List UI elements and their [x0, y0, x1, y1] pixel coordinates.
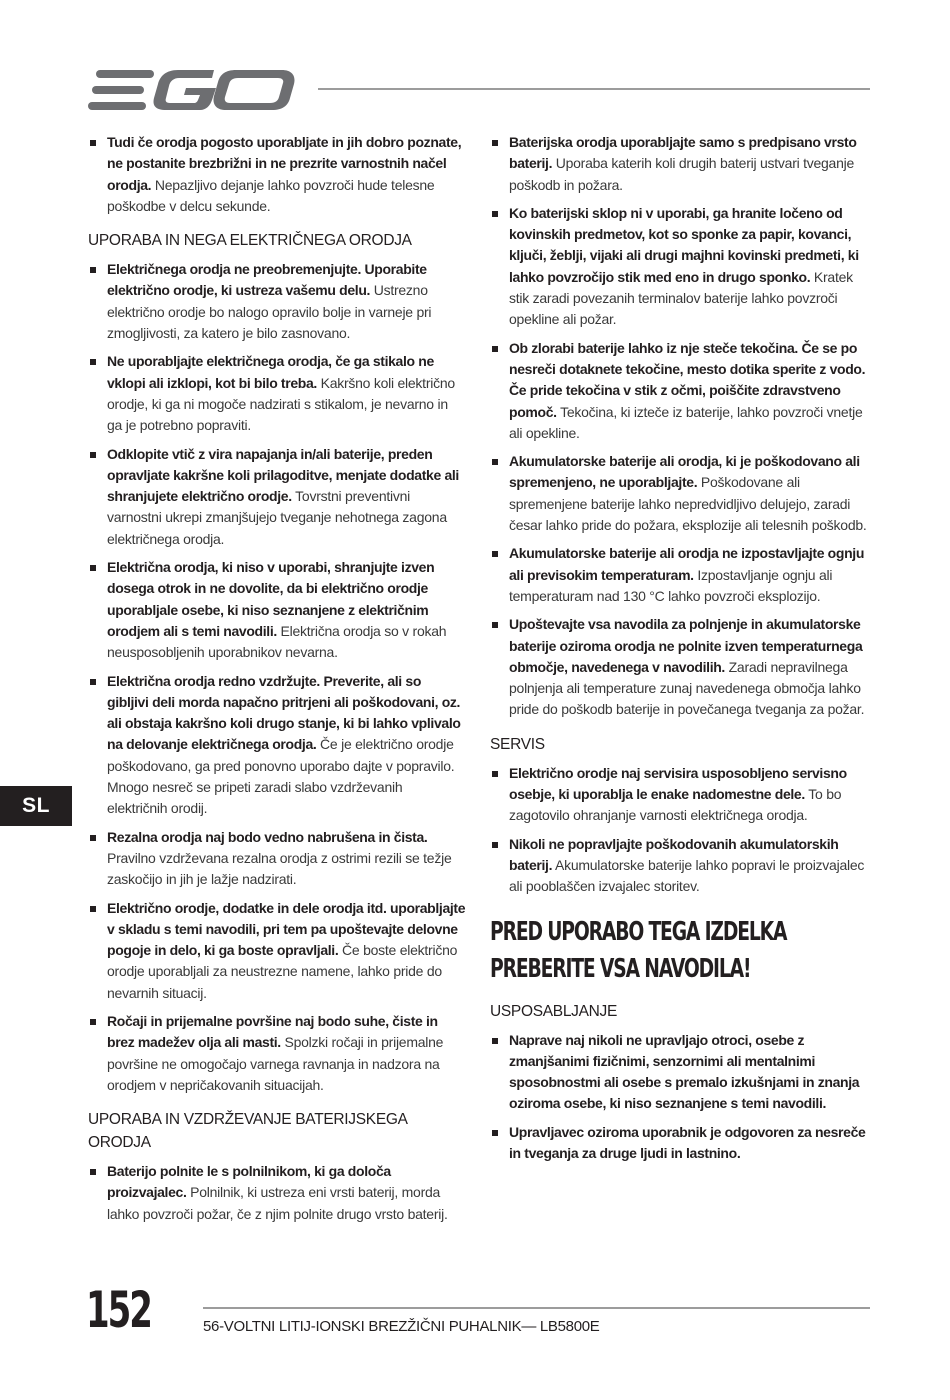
item-text: Tovrstni preventivni varnostni ukrepi zmanjšujejo tveganje nehotnega zagona električnega orodja. — [107, 488, 447, 547]
list-item — [490, 614, 872, 720]
item-text: Zaradi nepravilnega polnjenja ali temperature zunaj navedenega območja lahko pride do poškodb baterije in povečanega tveganja za požar. — [509, 658, 865, 718]
item-bold: Električno orodje naj servisira usposobljeno servisno osebje, ki uporablja le enake nadomestne dele. — [509, 764, 847, 803]
item-bold: Ob zlorabi baterije lahko iz nje steče tekočina. Če se po nesreči dotaknete tekočine, mesto dotika sperite z vodo. Če pride tekočina v stik z očmi, poiščite zdravstveno pomoč. — [509, 339, 866, 420]
page-number: 152 — [86, 1281, 151, 1339]
item-text: Nepazljivo dejanje lahko povzroči hude telesne poškodbe v delcu sekunde. — [107, 176, 435, 214]
list-item — [88, 351, 466, 436]
ego-logo-graphic — [86, 66, 298, 114]
item-text: Izpostavljanje ognju ali temperaturam nad 130 °C lahko povzroči eksplozijo. — [509, 566, 833, 604]
item-bold: Električna orodja, ki niso v uporabi, shranjujte izven dosega otrok in ne dovolite, da bi električno orodje uporabljale osebe, ki niso seznanjene z električnim orodjem ali s temi navodili. — [107, 559, 435, 639]
item-bold: Akumulatorske baterije ali orodja, ki je poškodovano ali spremenjeno, ne uporabljajte. — [509, 453, 860, 491]
item-bold: Odklopite vtič z vira napajanja in/ali baterije, preden opravljate kakršne koli prilagoditve, menjate dodatke ali shranjujete električno orodje. — [107, 445, 459, 505]
section-heading: UPORABA IN NEGA ELEKTRIČNEGA ORODJA — [88, 232, 412, 250]
item-bold: Nikoli ne popravljajte poškodovanih akumulatorskih baterij. — [509, 835, 839, 873]
list-item — [490, 451, 872, 536]
list-item — [490, 203, 872, 331]
list-item — [88, 444, 466, 550]
list-item — [88, 827, 466, 891]
list-item — [88, 132, 466, 217]
right-column — [490, 132, 872, 1171]
list-item — [490, 338, 872, 444]
item-text: Kratek stik zaradi povezanih terminalov baterije lahko povzroči opekline ali požar. — [509, 268, 853, 328]
item-text: Če boste električno orodje uporabljali za neustrezne namene, lahko pride do nevarnih situacij. — [107, 942, 458, 1001]
list-item — [490, 1030, 872, 1115]
item-text: To bo zagotovilo ohranjanje varnosti električnega orodja. — [509, 786, 842, 824]
list-item — [88, 1011, 466, 1096]
item-text: Polnilnik, ki ustreza eni vrsti baterij, morda lahko povzroči požar, če z njim polnite drugo vrsto baterij. — [107, 1184, 448, 1222]
big-heading: PRED UPORABO TEGA IZDELKA PREBERITE VSA NAVODILA! — [490, 916, 787, 984]
item-text: Pravilno vzdrževana rezalna orodja z ostrimi rezili se težje zaskočijo in jih je lažje nadzirati. — [107, 849, 452, 888]
item-bold: Baterijska orodja uporabljajte samo s predpisano vrsto baterij. — [509, 134, 857, 172]
section-heading: UPORABA IN VZDRŽEVANJE BATERIJSKEGA ORODJA — [88, 1111, 407, 1152]
item-bold: Ne uporabljajte električnega orodja, če ga stikalo ne vklopi ali izklopi, kot bi bilo treba. — [107, 353, 434, 391]
section-heading: USPOSABLJANJE — [490, 1002, 618, 1020]
item-bold: Ko baterijski sklop ni v uporabi, ga hranite ločeno od kovinskih predmetov, kot so sponke za papir, kovanci, ključi, žeblji, vijaki ali drugi majhni kovinski predmeti, ki lahko povzročijo stik med eno in drugo sponko. — [509, 204, 859, 285]
list-item — [490, 132, 872, 196]
item-bold: Naprave naj nikoli ne upravljajo otroci, osebe z zmanjšanimi fizičnimi, senzornimi ali mentalnimi sposobnostmi ali osebe s premalo izkušnjami in znanja oziroma osebe, ki niso seznanjene s temi navodili. — [509, 1031, 860, 1112]
item-bold: Upoštevajte vsa navodila za polnjenje in akumulatorske baterije oziroma orodja ne polnite izven temperaturnega območje, navedenega v navodilih. — [509, 616, 863, 675]
list-item — [88, 671, 466, 820]
left-column — [88, 132, 466, 1232]
list-item — [490, 763, 872, 827]
list-item — [490, 834, 872, 898]
item-text: Uporaba katerih koli drugih baterij ustvari tveganje poškodb in požara. — [509, 155, 855, 193]
item-text: Poškodovane ali spremenjene baterije lahko nepredvidljivo delujejo, zaradi česar lahko pride do požara, eksplozije ali telesnih poškodb. — [509, 474, 867, 534]
item-bold: Upravljavec oziroma uporabnik je odgovoren za nesreče in tveganja za druge ljudi in lastnino. — [509, 1123, 866, 1161]
item-text: Tekočina, ki izteče iz baterije, lahko povzroči vnetje ali opekline. — [509, 403, 863, 441]
item-text: Spolzki ročaji in prijemalne površine ne omogočajo varnega ravnanja in nadzora na orodjem v nepričakovanih situacijah. — [107, 1034, 444, 1093]
header-rule — [318, 88, 870, 90]
ego-logo — [86, 66, 298, 114]
list-item — [88, 557, 466, 663]
item-bold: Baterijo polnite le s polnilnikom, ki ga določa proizvajalec. — [107, 1163, 391, 1201]
item-bold: Rezalna orodja naj bodo vedno nabrušena in čista. — [107, 828, 428, 845]
section-heading: SERVIS — [490, 735, 545, 753]
item-text: Kakršno koli električno orodje, ki ga ni mogoče nadzirati s stikalom, je nevarno in ga je potrebno popraviti. — [107, 374, 455, 434]
item-bold: Električna orodja redno vzdržujte. Preverite, ali so gibljivi deli morda napačno pritrjeni ali poškodovani, oz. ali obstaja kakršno koli drugo stanje, ki bi lahko vplivalo na delovanje električnega orodja. — [107, 672, 461, 753]
item-text: Ustrezno električno orodje bo nalogo opravilo bolje in varneje pri zmogljivosti, za katero je bilo zasnovano. — [107, 282, 432, 342]
item-text: Električna orodja so v rokah neusposobljenih uporabnikov nevarna. — [107, 622, 447, 661]
list-item — [88, 259, 466, 344]
item-bold: Ročaji in prijemalne površine naj bodo suhe, čiste in brez madežev olja ali masti. — [107, 1012, 438, 1051]
language-tab — [0, 786, 72, 826]
list-item — [88, 1161, 466, 1225]
item-bold: Električno orodje, dodatke in dele orodja itd. uporabljajte v skladu s temi navodili, pri tem pa upoštevajte delovne pogoje in delo, ki ga boste opravljali. — [107, 899, 466, 959]
list-item — [490, 1122, 872, 1165]
item-bold: Električnega orodja ne preobremenjujte. Uporabite električno orodje, ki ustreza vašemu delu. — [107, 261, 427, 299]
item-bold: Tudi če orodja pogosto uporabljate in jih dobro poznate, ne postanite brezbrižni in ne prezrite varnostnih načel orodja. — [107, 134, 462, 193]
footer-rule — [203, 1307, 870, 1309]
language-tab-label: SL — [22, 794, 50, 817]
list-item — [490, 543, 872, 607]
footer-title: 56-VOLTNI LITIJ-IONSKI BREZŽIČNI PUHALNIK— LB5800E — [203, 1318, 600, 1335]
item-text: Če je električno orodje poškodovano, ga pred ponovno uporabo dajte v popravilo. Mnogo nesreč se pripeti zaradi slabo vzdrževanih električnih orodij. — [107, 736, 455, 817]
item-bold: Akumulatorske baterije ali orodja ne izpostavljajte ognju ali previsokim temperaturam. — [509, 545, 865, 583]
list-item — [88, 898, 466, 1004]
item-text: Akumulatorske baterije lahko popravi le proizvajalec ali pooblaščen izvajalec storitev. — [509, 856, 865, 895]
